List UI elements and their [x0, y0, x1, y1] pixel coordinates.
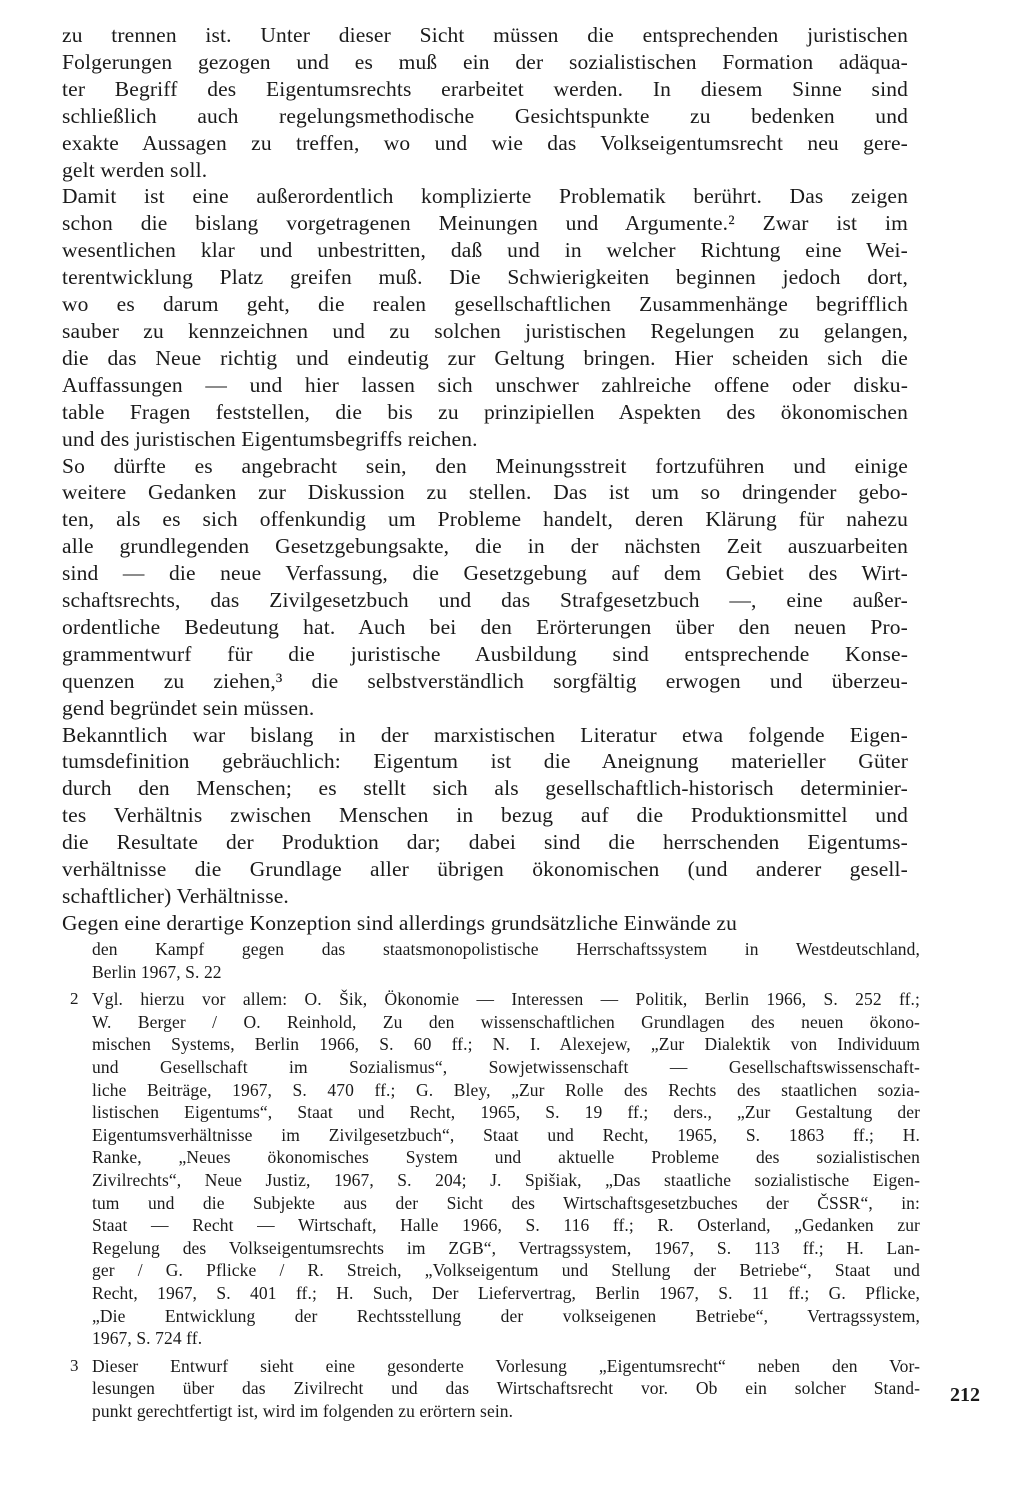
- text-line: listischen Eigentums“, Staat und Recht, 1965, S. 19 ff.; ders., „Zur Gestaltung der: [92, 1102, 920, 1123]
- text-line: punkt gerechtfertigt ist, wird im folgenden zu erörtern sein.: [92, 1400, 514, 1421]
- footnote-3: [70, 1355, 920, 1423]
- text-line: exakte Aussagen zu treffen, wo und wie das Volkseigentumsrecht neu gere-: [62, 130, 908, 155]
- text-line: und Gesellschaft im Sozialismus“, Sowjetwissenschaft — Gesellschaftswissenschaft-: [92, 1056, 920, 1077]
- text-line: 1967, S. 724 ff.: [92, 1328, 203, 1349]
- text-line: mischen Systems, Berlin 1966, S. 60 ff.; N. I. Alexejew, „Zur Dialektik von Individuum: [92, 1034, 920, 1055]
- text-line: grammentwurf für die juristische Ausbildung sind entsprechende Konse-: [62, 641, 908, 666]
- paragraph-2: [62, 183, 908, 452]
- text-line: So dürfte es angebracht sein, den Meinungsstreit fortzuführen und einige: [62, 453, 908, 478]
- text-line: liche Beiträge, 1967, S. 470 ff.; G. Bley, „Zur Rolle des Rechts des staatlichen sozia-: [92, 1079, 920, 1100]
- text-line: weitere Gedanken zur Diskussion zu stellen. Das ist um so dringender gebo-: [62, 480, 908, 505]
- text-line: Vgl. hierzu vor allem: O. Šik, Ökonomie — Interessen — Politik, Berlin 1966, S. 252 ff.;: [92, 989, 920, 1010]
- text-line: durch den Menschen; es stellt sich als gesellschaftlich-historisch determinier-: [62, 776, 908, 801]
- text-line: die Resultate der Produktion dar; dabei sind die herrschenden Eigentums-: [62, 830, 908, 855]
- text-line: Dieser Entwurf sieht eine gesonderte Vorlesung „Eigentumsrecht“ neben den Vor-: [92, 1355, 920, 1376]
- text-line: „Die Entwicklung der Rechtsstellung der volkseigenen Betriebe“, Vertragssystem,: [92, 1305, 920, 1326]
- footnotes: [70, 938, 920, 1422]
- paragraph-5: [62, 910, 908, 937]
- text-line: Gegen eine derartige Konzeption sind allerdings grundsätzliche Einwände zu: [62, 910, 737, 935]
- text-line: table Fragen feststellen, die bis zu prinzipiellen Aspekten des ökonomischen: [62, 399, 908, 424]
- text-line: schließlich auch regelungsmethodische Gesichtspunkte zu bedenken und: [62, 103, 908, 128]
- text-line: Bekanntlich war bislang in der marxistischen Literatur etwa folgende Eigen-: [62, 722, 908, 747]
- text-line: Auffassungen — und hier lassen sich unschwer zahlreiche offene oder disku-: [62, 372, 908, 397]
- text-line: schaftsrechts, das Zivilgesetzbuch und das Strafgesetzbuch —, eine außer-: [62, 588, 908, 613]
- text-line: ger / G. Pflicke / R. Streich, „Volkseigentum und Stellung der Betriebe“, Staat und: [92, 1260, 920, 1281]
- footnote-number: 2: [70, 989, 79, 1009]
- footnote-2: [70, 988, 920, 1350]
- text-line: wesentlichen klar und unbestritten, daß und in welcher Richtung eine Wei-: [62, 238, 908, 263]
- text-line: Eigentumsverhältnisse im Zivilgesetzbuch“, Staat und Recht, 1965, S. 1863 ff.; H.: [92, 1124, 920, 1145]
- text-line: Recht, 1967, S. 401 ff.; H. Such, Der Liefervertrag, Berlin 1967, S. 11 ff.; G. Pflicke,: [92, 1282, 920, 1303]
- text-line: zu trennen ist. Unter dieser Sicht müssen die entsprechenden juristischen: [62, 23, 908, 47]
- footnote-continuation: [70, 938, 920, 983]
- text-line: W. Berger / O. Reinhold, Zu den wissenschaftlichen Grundlagen des neuen ökono-: [92, 1011, 920, 1032]
- text-line: tumsdefinition gebräuchlich: Eigentum ist die Aneignung materieller Güter: [62, 749, 908, 774]
- text-line: gelt werden soll.: [62, 157, 208, 182]
- text-line: den Kampf gegen das staatsmonopolistische Herrschaftssystem in Westdeutschland,: [92, 939, 920, 959]
- paragraph-1: [62, 22, 908, 183]
- paragraph-4: [62, 722, 908, 910]
- text-line: Berlin 1967, S. 22: [92, 961, 222, 982]
- text-line: ter Begriff des Eigentumsrechts erarbeitet werden. In diesem Sinne sind: [62, 76, 908, 101]
- text-line: alle grundlegenden Gesetzgebungsakte, die in der nächsten Zeit auszuarbeiten: [62, 534, 908, 559]
- text-line: die das Neue richtig und eindeutig zur Geltung bringen. Hier scheiden sich die: [62, 345, 908, 370]
- text-line: Ranke, „Neues ökonomisches System und aktuelle Probleme des sozialistischen: [92, 1147, 920, 1168]
- footnote-number: 3: [70, 1355, 79, 1375]
- page-number: 212: [950, 1384, 980, 1406]
- text-line: Zivilrechts“, Neue Justiz, 1967, S. 204; J. Spišiak, „Das staatliche sozialistische Eigen-: [92, 1169, 920, 1190]
- text-line: tes Verhältnis zwischen Menschen in bezug auf die Produktionsmittel und: [62, 803, 908, 828]
- main-text: [62, 22, 908, 937]
- text-line: sauber zu kennzeichnen und zu solchen juristischen Regelungen zu gelangen,: [62, 318, 908, 343]
- text-line: Folgerungen gezogen und es muß ein der sozialistischen Formation adäqua-: [62, 49, 908, 74]
- text-line: Damit ist eine außerordentlich komplizierte Problematik berührt. Das zeigen: [62, 184, 908, 209]
- footnote-3-text: [92, 1355, 920, 1423]
- text-line: ten, als es sich offenkundig um Probleme handelt, deren Klärung für nahezu: [62, 507, 908, 532]
- text-line: tum und die Subjekte aus der Sicht des Wirtschaftsgesetzbuches der ČSSR“, in:: [92, 1192, 920, 1213]
- footnote-2-text: [92, 988, 920, 1350]
- text-line: ordentliche Bedeutung hat. Auch bei den Erörterungen über den neuen Pro-: [62, 614, 908, 639]
- text-line: schaftlicher) Verhältnisse.: [62, 884, 289, 908]
- paragraph-3: [62, 453, 908, 722]
- text-line: lesungen über das Zivilrecht und das Wirtschaftsrecht vor. Ob ein solcher Stand-: [92, 1378, 920, 1399]
- text-line: wo es darum geht, die realen gesellschaftlichen Zusammenhänge begrifflich: [62, 292, 908, 317]
- text-line: Staat — Recht — Wirtschaft, Halle 1966, S. 116 ff.; R. Osterland, „Gedanken zur: [92, 1215, 920, 1236]
- text-line: Regelung des Volkseigentumsrechts im ZGB“, Vertragssystem, 1967, S. 113 ff.; H. Lan-: [92, 1237, 920, 1258]
- text-line: und des juristischen Eigentumsbegriffs reichen.: [62, 426, 478, 451]
- text-line: gend begründet sein müssen.: [62, 695, 315, 720]
- text-line: sind — die neue Verfassung, die Gesetzgebung auf dem Gebiet des Wirt-: [62, 561, 908, 586]
- text-line: terentwicklung Platz greifen muß. Die Schwierigkeiten beginnen jedoch dort,: [62, 265, 908, 290]
- text-line: quenzen zu ziehen,³ die selbstverständlich sorgfältig erwogen und überzeu-: [62, 668, 908, 693]
- text-line: schon die bislang vorgetragenen Meinungen und Argumente.² Zwar ist im: [62, 211, 908, 236]
- text-line: verhältnisse die Grundlage aller übrigen ökonomischen (und anderer gesell-: [62, 857, 908, 882]
